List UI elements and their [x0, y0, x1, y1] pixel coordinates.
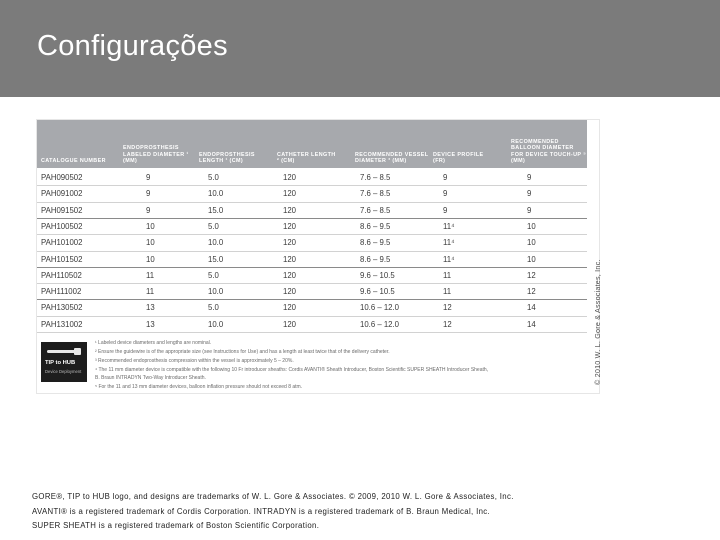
cell-labeled-diameter: 9	[146, 205, 151, 215]
table-row	[37, 235, 587, 251]
header-labeled-diameter: ENDOPROSTHESIS LABELED DIAMETER ¹ (MM)	[123, 145, 189, 164]
cell-balloon-diameter: 14	[527, 319, 536, 329]
cell-endoprosthesis-length: 10.0	[208, 238, 224, 248]
table-row	[37, 300, 587, 316]
cell-labeled-diameter: 13	[146, 319, 155, 329]
cell-balloon-diameter: 14	[527, 303, 536, 313]
cell-catalogue-number: PAH110502	[41, 270, 82, 280]
table-row	[37, 203, 587, 219]
table-header	[37, 120, 587, 168]
trademark-line-3: SUPER SHEATH is a registered trademark of Boston Scientific Corporation.	[32, 521, 320, 530]
header-vessel-diameter: RECOMMENDED VESSEL DIAMETER ³ (MM)	[355, 151, 429, 164]
cell-device-profile: 11⁴	[443, 254, 455, 264]
cell-device-profile: 9	[443, 173, 448, 182]
cell-catalogue-number: PAH091002	[41, 189, 83, 199]
cell-catheter-length: 120	[283, 238, 297, 248]
cell-vessel-diameter: 8.6 – 9.5	[360, 221, 391, 231]
cell-balloon-diameter: 9	[527, 205, 532, 215]
table-row	[37, 252, 587, 268]
cell-endoprosthesis-length: 10.0	[208, 287, 224, 297]
footnote-2: ² Ensure the guidewire is of the appropriate size (see Instructions for Use) and has a length at least twice that of the delivery catheter.	[95, 349, 390, 355]
cell-vessel-diameter: 7.6 – 8.5	[360, 173, 391, 182]
slide-title: Configurações	[37, 30, 228, 62]
cell-catheter-length: 120	[283, 205, 297, 215]
cell-balloon-diameter: 12	[527, 270, 536, 280]
trademark-line-2: AVANTI® is a registered trademark of Cordis Corporation. INTRADYN is a registered trademark of B. Braun Medical, Inc.	[32, 507, 491, 516]
cell-device-profile: 11	[443, 287, 452, 297]
cell-catalogue-number: PAH111002	[41, 287, 82, 297]
cell-catalogue-number: PAH100502	[41, 221, 83, 231]
header-catalogue-number: CATALOGUE NUMBER	[41, 157, 106, 164]
table-row	[37, 284, 587, 300]
footnote-4-continued: B. Braun INTRADYN Two-Way Introducer Sheath.	[95, 375, 206, 381]
table-row	[37, 268, 587, 284]
cell-labeled-diameter: 9	[146, 173, 151, 182]
logo-subtitle: Device Deployment	[45, 369, 82, 374]
cell-catalogue-number: PAH131002	[41, 319, 83, 329]
cell-balloon-diameter: 10	[527, 221, 536, 231]
cell-endoprosthesis-length: 5.0	[208, 303, 219, 313]
table-row	[37, 317, 587, 333]
cell-endoprosthesis-length: 15.0	[208, 205, 224, 215]
footnote-1: ¹ Labeled device diameters and lengths are nominal.	[95, 340, 212, 346]
cell-catalogue-number: PAH090502	[41, 173, 83, 182]
catheter-icon	[47, 350, 77, 353]
cell-catheter-length: 120	[283, 319, 297, 329]
trademark-line-1: GORE®, TIP to HUB logo, and designs are trademarks of W. L. Gore & Associates. © 2009, 2010 W. L. Gore & Associates, Inc.	[32, 492, 514, 501]
cell-vessel-diameter: 7.6 – 8.5	[360, 189, 391, 199]
tip-to-hub-logo	[41, 342, 87, 382]
cell-labeled-diameter: 11	[146, 270, 155, 280]
cell-catalogue-number: PAH101502	[41, 254, 83, 264]
cell-endoprosthesis-length: 10.0	[208, 319, 224, 329]
cell-device-profile: 11⁴	[443, 238, 455, 248]
row-divider	[37, 332, 587, 333]
cell-endoprosthesis-length: 5.0	[208, 173, 219, 182]
cell-balloon-diameter: 10	[527, 254, 536, 264]
cell-vessel-diameter: 10.6 – 12.0	[360, 303, 400, 313]
cell-labeled-diameter: 11	[146, 287, 155, 297]
logo-title: TIP to HUB	[45, 360, 76, 366]
cell-balloon-diameter: 12	[527, 287, 536, 297]
header-bar	[0, 0, 720, 97]
cell-catheter-length: 120	[283, 303, 297, 313]
table-row	[37, 186, 587, 202]
header-balloon-diameter: RECOMMENDED BALLOON DIAMETER FOR DEVICE TOUCH-UP ⁵ (MM)	[511, 139, 587, 164]
footnote-3: ³ Recommended endoprosthesis compression within the vessel is approximately 5 – 20%.	[95, 358, 294, 364]
cell-device-profile: 12	[443, 319, 452, 329]
footnote-4: ⁴ The 11 mm diameter device is compatible with the following 10 Fr introducer sheaths: Cordis AVANTI® Sheath Introducer, Boston Scientific SUPER SHEATH Introducer Sheath,	[95, 367, 489, 373]
cell-balloon-diameter: 9	[527, 173, 532, 182]
cell-device-profile: 11⁴	[443, 221, 455, 231]
figure-copyright: © 2010 W. L. Gore & Associates, Inc.	[593, 259, 602, 385]
cell-vessel-diameter: 8.6 – 9.5	[360, 254, 391, 264]
cell-catheter-length: 120	[283, 254, 297, 264]
cell-endoprosthesis-length: 15.0	[208, 254, 224, 264]
cell-catheter-length: 120	[283, 270, 297, 280]
cell-catalogue-number: PAH101002	[41, 238, 83, 248]
cell-device-profile: 11	[443, 270, 452, 280]
cell-endoprosthesis-length: 5.0	[208, 221, 219, 231]
cell-device-profile: 9	[443, 189, 448, 199]
header-device-profile: DEVICE PROFILE (FR)	[433, 151, 484, 164]
cell-device-profile: 12	[443, 303, 452, 313]
cell-vessel-diameter: 7.6 – 8.5	[360, 205, 391, 215]
cell-catheter-length: 120	[283, 221, 297, 231]
header-endoprosthesis-length: ENDOPROSTHESIS LENGTH ¹ (CM)	[199, 151, 255, 164]
cell-vessel-diameter: 9.6 – 10.5	[360, 270, 395, 280]
cell-labeled-diameter: 10	[146, 221, 155, 231]
cell-balloon-diameter: 9	[527, 189, 532, 199]
product-table-figure	[36, 119, 600, 394]
header-catheter-length: CATHETER LENGTH ² (CM)	[277, 151, 336, 164]
cell-labeled-diameter: 13	[146, 303, 155, 313]
table-row	[37, 219, 587, 235]
cell-vessel-diameter: 10.6 – 12.0	[360, 319, 400, 329]
cell-vessel-diameter: 9.6 – 10.5	[360, 287, 395, 297]
cell-catheter-length: 120	[283, 287, 297, 297]
cell-labeled-diameter: 10	[146, 238, 155, 248]
cell-labeled-diameter: 9	[146, 189, 151, 199]
cell-catalogue-number: PAH130502	[41, 303, 83, 313]
cell-endoprosthesis-length: 10.0	[208, 189, 224, 199]
cell-catheter-length: 120	[283, 173, 297, 182]
cell-catheter-length: 120	[283, 189, 297, 199]
cell-catalogue-number: PAH091502	[41, 205, 83, 215]
cell-endoprosthesis-length: 5.0	[208, 270, 219, 280]
table-row	[37, 170, 587, 186]
footnote-5: ⁵ For the 11 and 13 mm diameter devices, balloon inflation pressure should not exceed 8 atm.	[95, 384, 303, 390]
cell-labeled-diameter: 10	[146, 254, 155, 264]
cell-balloon-diameter: 10	[527, 238, 536, 248]
hub-icon	[74, 348, 81, 355]
cell-vessel-diameter: 8.6 – 9.5	[360, 238, 391, 248]
cell-device-profile: 9	[443, 205, 448, 215]
